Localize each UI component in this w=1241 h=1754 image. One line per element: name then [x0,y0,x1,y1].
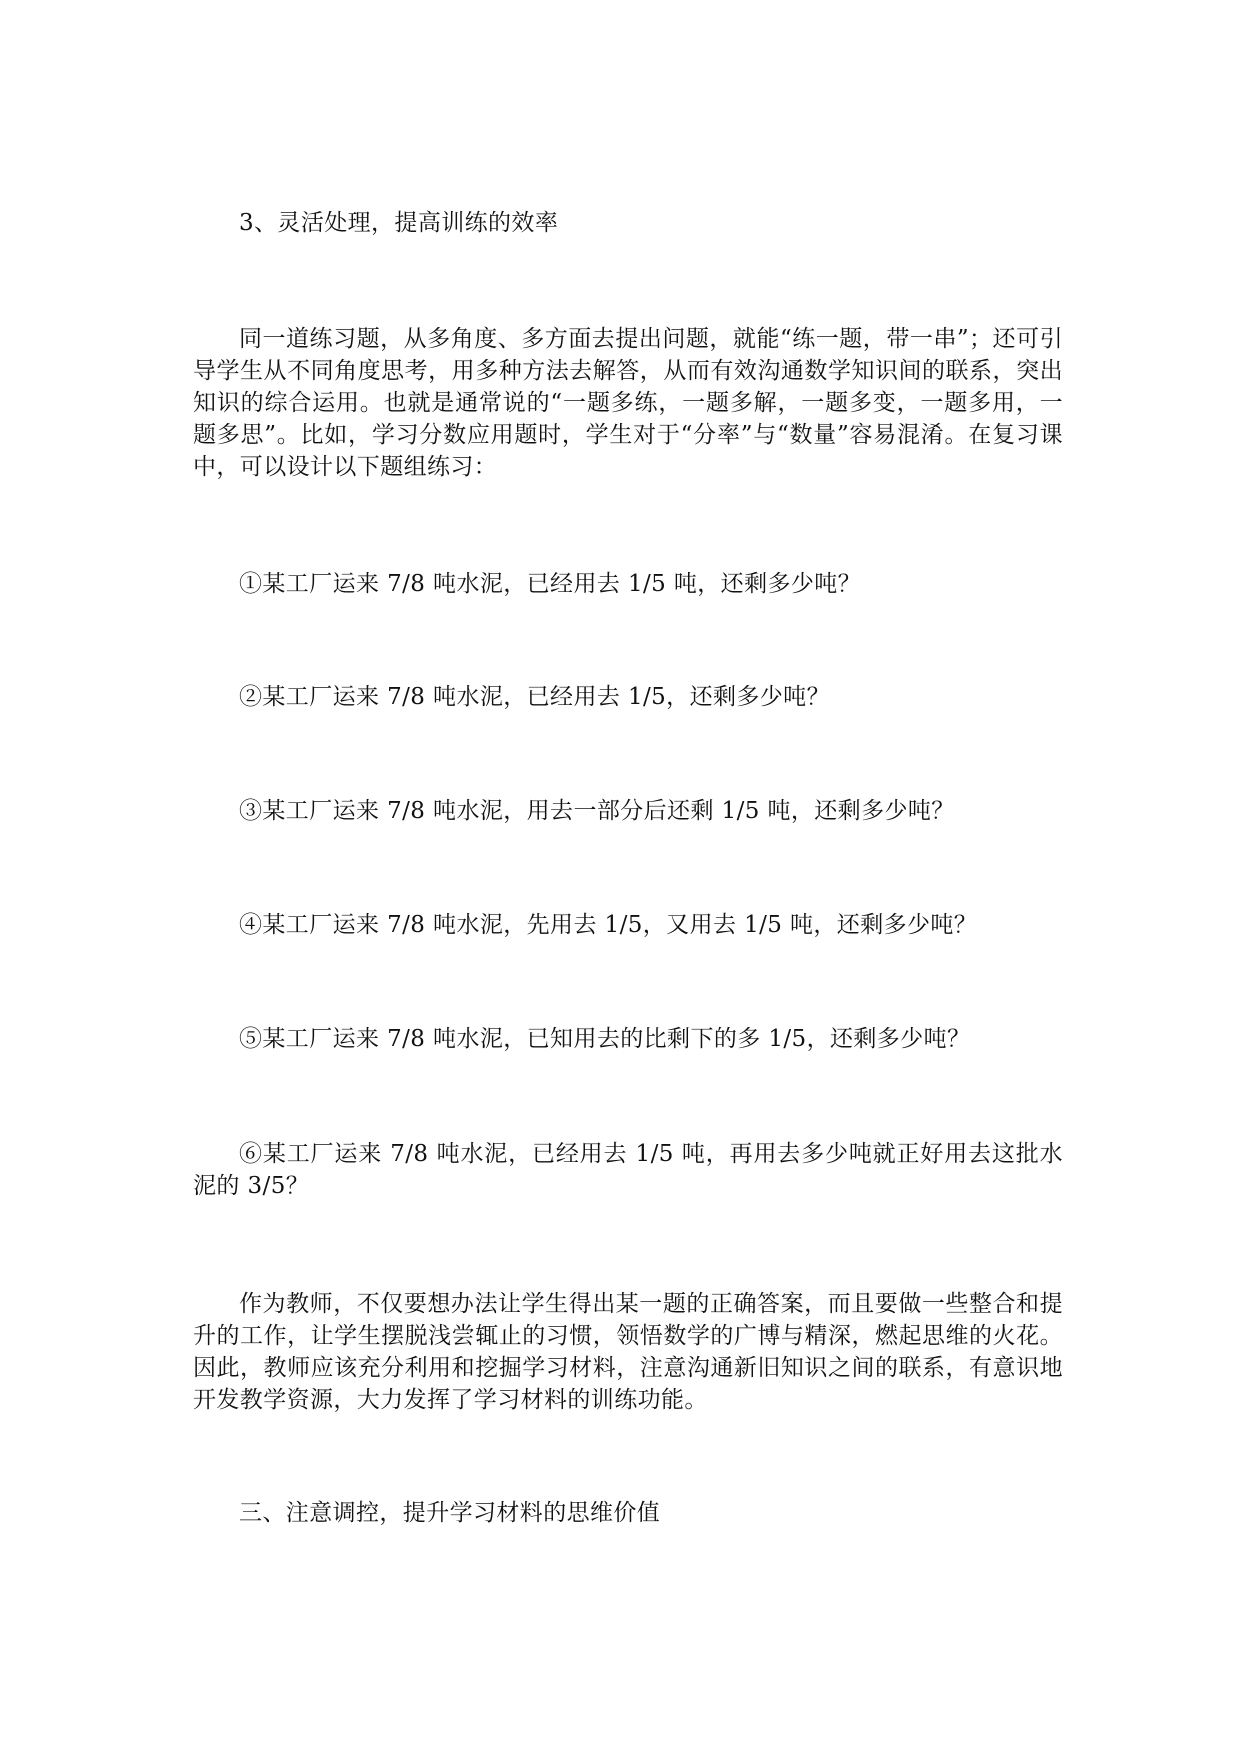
exercise-item-5: ⑤某工厂运来 7/8 吨水泥，已知用去的比剩下的多 1/5，还剩多少吨？ [239,1026,971,1052]
exercise-item-2: ②某工厂运来 7/8 吨水泥，已经用去 1/5，还剩多少吨？ [239,684,830,710]
section-heading-three: 三、注意调控，提升学习材料的思维价值 [239,1500,661,1526]
exercise-item-1: ①某工厂运来 7/8 吨水泥，已经用去 1/5 吨，还剩多少吨？ [239,571,862,597]
body-paragraph-intro: 同一道练习题，从多角度、多方面去提出问题，就能“练一题，带一串”；还可引导学生从不同角度思考，用多种方法去解答，从而有效沟通数学知识间的联系，突出知识的综合运用。也就是通常说的“一题多练，一题多解，一题多变，一题多用，一题多思”。比如，学习分数应用题时，学生对于“分率”与“数量”容易混淆。在复习课中，可以设计以下题组练习： [193,326,1063,480]
body-paragraph-teacher: 作为教师，不仅要想办法让学生得出某一题的正确答案，而且要做一些整合和提升的工作，让学生摆脱浅尝辄止的习惯，领悟数学的广博与精深，燃起思维的火花。因此，教师应该充分利用和挖掘学习材料，注意沟通新旧知识之间的联系，有意识地开发教学资源，大力发挥了学习材料的训练功能。 [193,1291,1063,1413]
section-heading-3: 3、灵活处理，提高训练的效率 [239,210,559,236]
exercise-item-6: ⑥某工厂运来 7/8 吨水泥，已经用去 1/5 吨，再用去多少吨就正好用去这批水泥的 3/5？ [193,1141,1063,1199]
exercise-item-4: ④某工厂运来 7/8 吨水泥，先用去 1/5，又用去 1/5 吨，还剩多少吨？ [239,912,978,938]
exercise-item-3: ③某工厂运来 7/8 吨水泥，用去一部分后还剩 1/5 吨，还剩多少吨？ [239,798,955,824]
